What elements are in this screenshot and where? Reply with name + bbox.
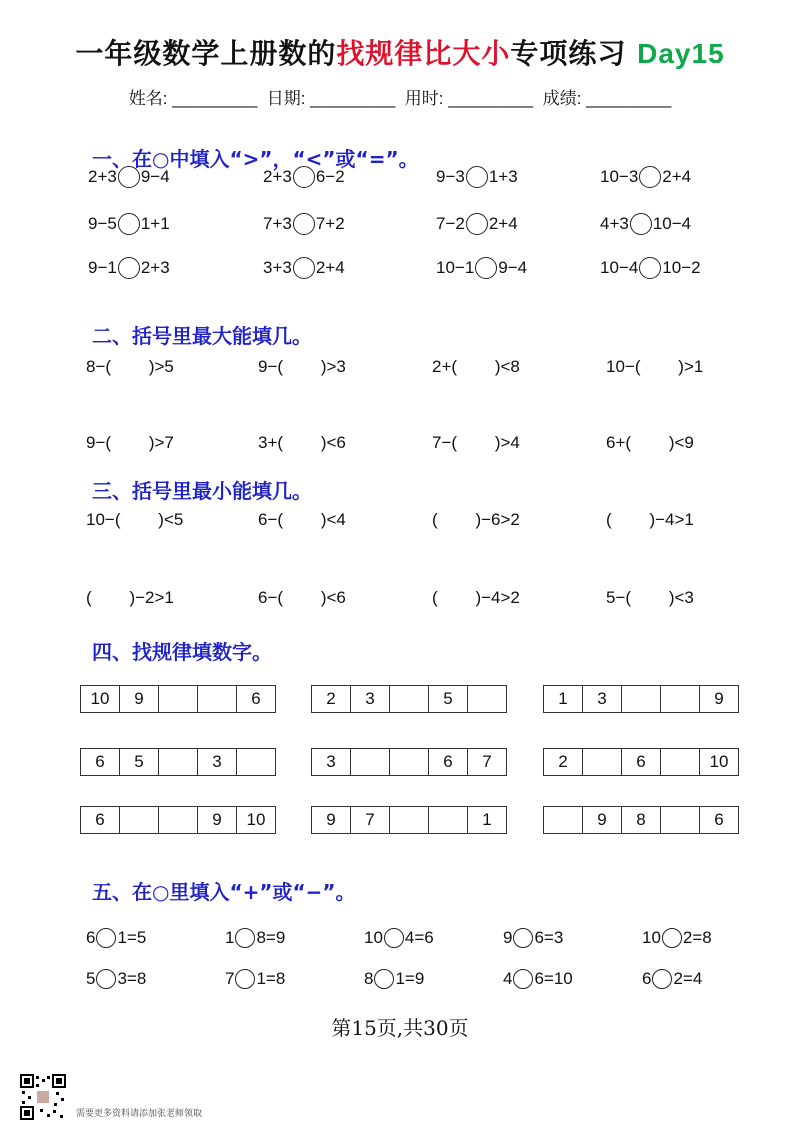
- answer-circle[interactable]: [118, 257, 140, 279]
- title-part3: 专项练习: [510, 37, 627, 70]
- fill-item: [432, 587, 520, 609]
- sequence-cell: 6: [236, 685, 276, 713]
- sequence-row: [80, 806, 276, 834]
- title-highlight: 找规律比大小: [336, 37, 511, 70]
- fill-item: [86, 587, 174, 609]
- sequence-row: [543, 748, 739, 776]
- op-left: 1: [225, 928, 235, 947]
- operator-circle[interactable]: [662, 928, 682, 948]
- compare-item: [88, 257, 170, 279]
- sequence-cell: 6: [699, 806, 739, 834]
- fill-expression: 8−( )>5: [86, 357, 174, 376]
- sequence-cell: 10: [236, 806, 276, 834]
- compare-left: 10−3: [600, 167, 639, 186]
- sequence-blank-cell[interactable]: [621, 685, 661, 713]
- op-right: 1=5: [117, 928, 147, 947]
- sequence-cell: 9: [699, 685, 739, 713]
- fill-item: [606, 509, 694, 531]
- sequence-blank-cell[interactable]: [350, 748, 390, 776]
- op-right: 4=6: [404, 928, 434, 947]
- compare-left: 7+3: [263, 214, 292, 233]
- op-left: 6: [86, 928, 96, 947]
- op-right: 1=9: [395, 969, 425, 988]
- sequence-blank-cell[interactable]: [158, 685, 198, 713]
- compare-item: [88, 213, 170, 235]
- op-item: [225, 927, 285, 949]
- compare-left: 3+3: [263, 258, 292, 277]
- fill-expression: ( )−4>1: [606, 510, 694, 529]
- fill-item: [258, 356, 346, 378]
- compare-item: [600, 166, 691, 188]
- section-1-heading: 一、在○中填入“>”，“<”或“=”。: [92, 147, 419, 171]
- fill-expression: 5−( )<3: [606, 588, 694, 607]
- sequence-cell: 2: [543, 748, 583, 776]
- op-left: 10: [642, 928, 661, 947]
- op-left: 9: [503, 928, 513, 947]
- sequence-blank-cell[interactable]: [428, 806, 468, 834]
- op-right: 1=8: [256, 969, 286, 988]
- fill-item: [432, 356, 520, 378]
- sequence-cell: 9: [119, 685, 159, 713]
- section-4-heading: 四、找规律填数字。: [92, 640, 272, 664]
- sequence-cell: 3: [350, 685, 390, 713]
- qr-code-icon: [20, 1074, 66, 1120]
- fill-item: [258, 587, 346, 609]
- sequence-blank-cell[interactable]: [119, 806, 159, 834]
- fill-expression: ( )−6>2: [432, 510, 520, 529]
- sequence-blank-cell[interactable]: [582, 748, 622, 776]
- sequence-cell: 5: [428, 685, 468, 713]
- fill-expression: 6−( )<6: [258, 588, 346, 607]
- compare-item: [436, 166, 518, 188]
- answer-circle[interactable]: [466, 166, 488, 188]
- sequence-cell: 9: [197, 806, 237, 834]
- title-part1: 一年级数学上册数的: [75, 37, 337, 70]
- compare-left: 2+3: [263, 167, 292, 186]
- compare-left: 10−4: [600, 258, 639, 277]
- sequence-cell: 10: [80, 685, 120, 713]
- sequence-row: [543, 685, 739, 713]
- compare-item: [436, 257, 527, 279]
- fill-item: [86, 509, 183, 531]
- compare-item: [263, 166, 345, 188]
- compare-right: 2+4: [488, 214, 518, 233]
- op-right: 6=10: [534, 969, 573, 988]
- fill-expression: 7−( )>4: [432, 433, 520, 452]
- compare-right: 6−2: [315, 167, 345, 186]
- compare-item: [436, 213, 518, 235]
- sequence-blank-cell[interactable]: [389, 748, 429, 776]
- compare-right: 10−4: [652, 214, 692, 233]
- op-left: 7: [225, 969, 235, 988]
- fill-expression: 9−( )>3: [258, 357, 346, 376]
- compare-left: 9−3: [436, 167, 465, 186]
- op-right: 2=4: [673, 969, 703, 988]
- compare-item: [263, 213, 345, 235]
- operator-circle[interactable]: [96, 928, 116, 948]
- operator-circle[interactable]: [374, 969, 394, 989]
- fill-item: [606, 587, 694, 609]
- fill-expression: ( )−2>1: [86, 588, 174, 607]
- sequence-row: [311, 806, 507, 834]
- fill-item: [606, 432, 694, 454]
- answer-circle[interactable]: [293, 166, 315, 188]
- section-3-heading: 三、括号里最小能填几。: [92, 479, 312, 503]
- operator-circle[interactable]: [96, 969, 116, 989]
- fill-expression: 6−( )<4: [258, 510, 346, 529]
- operator-circle[interactable]: [513, 969, 533, 989]
- sequence-cell: 8: [621, 806, 661, 834]
- operator-circle[interactable]: [652, 969, 672, 989]
- op-right: 3=8: [117, 969, 147, 988]
- fill-item: [258, 432, 346, 454]
- sequence-row: [311, 685, 507, 713]
- sequence-blank-cell[interactable]: [197, 685, 237, 713]
- op-item: [503, 968, 573, 990]
- sequence-blank-cell[interactable]: [543, 806, 583, 834]
- sequence-cell: 9: [582, 806, 622, 834]
- compare-right: 2+3: [140, 258, 170, 277]
- sequence-cell: 6: [621, 748, 661, 776]
- op-left: 5: [86, 969, 96, 988]
- sequence-cell: 1: [467, 806, 507, 834]
- sequence-blank-cell[interactable]: [158, 748, 198, 776]
- sequence-cell: 10: [699, 748, 739, 776]
- sequence-blank-cell[interactable]: [389, 806, 429, 834]
- compare-left: 7−2: [436, 214, 465, 233]
- fill-item: [432, 432, 520, 454]
- sequence-cell: 7: [350, 806, 390, 834]
- fill-item: [86, 432, 174, 454]
- fill-item: [86, 356, 174, 378]
- section-2-heading: 二、括号里最大能填几。: [92, 324, 312, 348]
- fill-expression: ( )−4>2: [432, 588, 520, 607]
- sequence-cell: 6: [428, 748, 468, 776]
- compare-right: 2+4: [315, 258, 345, 277]
- sequence-cell: 3: [197, 748, 237, 776]
- compare-right: 2+4: [662, 167, 692, 186]
- compare-item: [600, 257, 701, 279]
- title-day: Day15: [637, 38, 725, 69]
- compare-right: 10−2: [662, 258, 701, 277]
- answer-circle[interactable]: [293, 257, 315, 279]
- compare-right: 9−4: [498, 258, 528, 277]
- fill-item: [258, 509, 346, 531]
- contact-note: 需要更多资料请添加张老师领取: [76, 1108, 203, 1118]
- op-item: [86, 927, 146, 949]
- op-left: 6: [642, 969, 652, 988]
- fill-item: [432, 509, 520, 531]
- answer-circle[interactable]: [466, 213, 488, 235]
- operator-circle[interactable]: [384, 928, 404, 948]
- sequence-blank-cell[interactable]: [660, 685, 700, 713]
- sequence-blank-cell[interactable]: [660, 748, 700, 776]
- sequence-row: [311, 748, 507, 776]
- sequence-blank-cell[interactable]: [389, 685, 429, 713]
- answer-circle[interactable]: [630, 213, 652, 235]
- op-left: 8: [364, 969, 374, 988]
- compare-item: [263, 257, 345, 279]
- answer-circle[interactable]: [639, 257, 661, 279]
- sequence-blank-cell[interactable]: [660, 806, 700, 834]
- fill-expression: 9−( )>7: [86, 433, 174, 452]
- answer-circle[interactable]: [293, 213, 315, 235]
- answer-circle[interactable]: [639, 166, 661, 188]
- compare-left: 10−1: [436, 258, 475, 277]
- sequence-cell: 6: [80, 806, 120, 834]
- op-item: [364, 927, 434, 949]
- fill-expression: 10−( )>1: [606, 357, 704, 376]
- fill-expression: 6+( )<9: [606, 433, 694, 452]
- sequence-blank-cell[interactable]: [158, 806, 198, 834]
- op-right: 2=8: [682, 928, 712, 947]
- op-item: [86, 968, 146, 990]
- op-right: 8=9: [256, 928, 286, 947]
- compare-right: 1+1: [140, 214, 170, 233]
- op-left: 10: [364, 928, 383, 947]
- op-item: [642, 968, 702, 990]
- sequence-cell: 7: [467, 748, 507, 776]
- compare-left: 2+3: [88, 167, 117, 186]
- answer-circle[interactable]: [118, 213, 140, 235]
- op-item: [503, 927, 563, 949]
- sequence-row: [80, 748, 276, 776]
- op-right: 6=3: [534, 928, 564, 947]
- sequence-cell: 3: [582, 685, 622, 713]
- operator-circle[interactable]: [235, 928, 255, 948]
- page-title: [0, 32, 800, 72]
- sequence-cell: 6: [80, 748, 120, 776]
- op-item: [364, 968, 424, 990]
- sequence-blank-cell[interactable]: [236, 748, 276, 776]
- info-line: 姓名: _________ 日期: _________ 用时: _________ 成绩: _________: [128, 89, 672, 108]
- answer-circle[interactable]: [475, 257, 497, 279]
- fill-item: [606, 356, 703, 378]
- compare-item: [88, 166, 170, 188]
- operator-circle[interactable]: [235, 969, 255, 989]
- op-left: 4: [503, 969, 513, 988]
- compare-left: 9−1: [88, 258, 117, 277]
- sequence-row: [80, 685, 276, 713]
- op-item: [642, 927, 712, 949]
- compare-right: 7+2: [315, 214, 345, 233]
- section-5-heading: 五、在○里填入“+”或“−”。: [92, 880, 356, 904]
- fill-expression: 3+( )<6: [258, 433, 346, 452]
- fill-expression: 2+( )<8: [432, 357, 520, 376]
- sequence-row: [543, 806, 739, 834]
- compare-right: 1+3: [488, 167, 518, 186]
- sequence-cell: 3: [311, 748, 351, 776]
- op-item: [225, 968, 285, 990]
- compare-left: 9−5: [88, 214, 117, 233]
- sequence-blank-cell[interactable]: [467, 685, 507, 713]
- operator-circle[interactable]: [513, 928, 533, 948]
- compare-left: 4+3: [600, 214, 629, 233]
- sequence-cell: 9: [311, 806, 351, 834]
- answer-circle[interactable]: [118, 166, 140, 188]
- fill-expression: 10−( )<5: [86, 510, 184, 529]
- compare-right: 9−4: [140, 167, 170, 186]
- page-footer: 第15页,共30页: [331, 1016, 469, 1040]
- sequence-cell: 1: [543, 685, 583, 713]
- compare-item: [600, 213, 691, 235]
- sequence-cell: 2: [311, 685, 351, 713]
- sequence-cell: 5: [119, 748, 159, 776]
